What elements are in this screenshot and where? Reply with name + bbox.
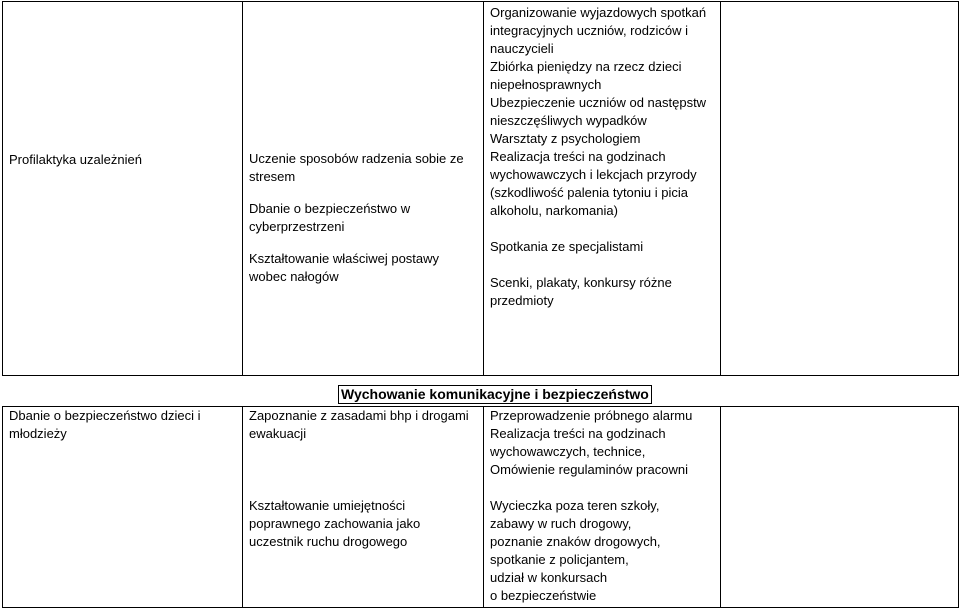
goal-item: Kształtowanie właściwej postawy wobec nałogów	[249, 251, 440, 284]
area-label: Profilaktyka uzależnień	[9, 151, 142, 167]
area-label: Dbanie o bezpieczeństwo dzieci i młodzieży	[9, 408, 201, 441]
upper-table	[2, 1, 959, 376]
action-item: udział w konkursach	[490, 570, 608, 585]
action-item: Wycieczka poza teren szkoły,	[490, 498, 660, 513]
empty-cell	[721, 2, 959, 376]
goal-item: Kształtowanie umiejętności poprawnego zachowania jako uczestnik ruchu drogowego	[249, 498, 421, 549]
actions-cell	[484, 2, 721, 376]
action-item: Realizacja treści na godzinach wychowawczych i lekcjach przyrody (szkodliwość palenia tytoniu i picia alkoholu, narkomania)	[490, 149, 697, 218]
goals-cell	[243, 407, 484, 608]
lower-table	[2, 406, 959, 608]
action-item: Spotkania ze specjalistami	[490, 239, 644, 254]
goal-item: Uczenie sposobów radzenia sobie ze stresem	[249, 151, 464, 184]
area-cell	[3, 2, 243, 376]
action-item: Ubezpieczenie uczniów od następstw nieszczęśliwych wypadków	[490, 95, 707, 128]
section-title: Wychowanie komunikacyjne i bezpieczeństwo	[338, 385, 652, 404]
action-item: poznanie znaków drogowych,	[490, 534, 661, 549]
action-item: Przeprowadzenie próbnego alarmu	[490, 408, 693, 423]
action-item: Omówienie regulaminów pracowni	[490, 462, 688, 477]
goal-item: Dbanie o bezpieczeństwo w cyberprzestrzeni	[249, 201, 411, 234]
action-item: Scenki, plakaty, konkursy różne przedmioty	[490, 275, 672, 308]
area-cell	[3, 407, 243, 608]
action-item: Organizowanie wyjazdowych spotkań integracyjnych uczniów, rodziców i nauczycieli	[490, 5, 707, 56]
action-item: Realizacja treści na godzinach wychowawczych, technice,	[490, 426, 666, 459]
action-item: o bezpieczeństwie	[490, 588, 597, 603]
goal-item: Zapoznanie z zasadami bhp i drogami ewakuacji	[249, 408, 469, 441]
actions-cell	[484, 407, 721, 608]
empty-cell	[721, 407, 959, 608]
action-item: Warsztaty z psychologiem	[490, 131, 641, 146]
action-item: Zbiórka pieniędzy na rzecz dzieci niepełnosprawnych	[490, 59, 682, 92]
goals-cell	[243, 2, 484, 376]
action-item: spotkanie z policjantem,	[490, 552, 629, 567]
action-item: zabawy w ruch drogowy,	[490, 516, 632, 531]
